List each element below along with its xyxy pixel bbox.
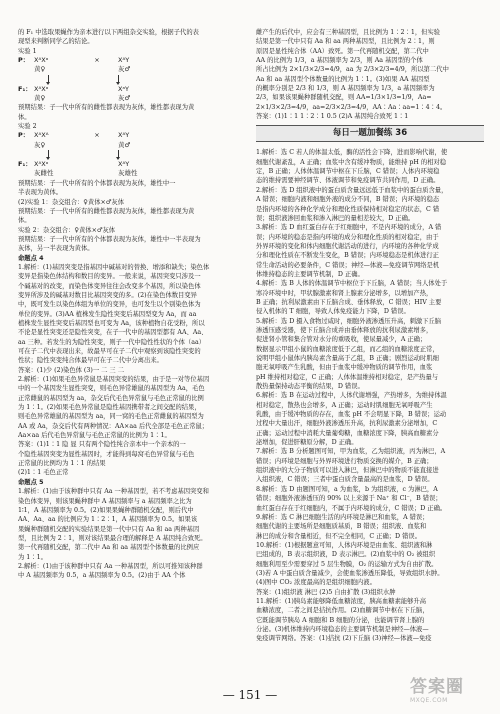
text-line: 细胞利用至少需要穿过 5 层生物膜，O₂ 的运输方式为自由扩散。 [256, 560, 438, 568]
text-line: 免疫调节网络。答案：(1)拮抗 (2)下丘脑 (3)神经—体液—免疫 [256, 635, 432, 643]
text-line: 预期结果：子一代中所有的雌性都表现为灰体，雄性都表现为黄 [18, 207, 195, 215]
text-line: 8.解析：选 D 由题图可知，a 为血浆，b 为组织液，c 为淋巴，A [256, 485, 438, 493]
cross-arrows [18, 150, 246, 160]
text-line: 的 F₁ 中选取果蝇作为亲本进行以下两组杂交实验，根据子代的表 [18, 29, 199, 36]
text-line: 错误；内环境是细胞与外界环境进行物质交换的媒介，B 正确； [256, 457, 433, 465]
text-line: 2/3，如果该果蝇种群随机交配，则 AA=1/3×1/3=1/9，Aa= [256, 94, 432, 102]
left-column [18, 28, 246, 581]
text-line: 正常鼠的比例均为 1∶1 的结果 [18, 460, 106, 468]
text-line: 4.解析：选 B 人体的体温调节中枢位于下丘脑，A 错误；当人体处于 [256, 280, 448, 288]
down-arrow-icon [118, 75, 119, 83]
watermark-logo [410, 672, 492, 706]
cross-line [18, 141, 246, 150]
text-line: 答案：(1)1∶1 隐 显 只有两个隐性纯合亲本中一个亲本的一 [18, 441, 186, 449]
text-line: AA 或 Aa，杂交后代有两种情况：AA×aa 后代全部是毛色正常鼠； [18, 422, 209, 430]
text-line: 11.解析：(1)胰岛素能够降低血糖浓度，胰高血糖素能够升高 [256, 597, 427, 605]
text-line: (2)实验 1：杂交组合：♀黄体×♂灰体 [18, 198, 125, 206]
text-line: 乳酸，由于缓冲物质的存在，血浆 pH 不会明显下降，B 错误；运动 [256, 411, 447, 419]
text-line: 9.解析：选 C 淋巴细胞生活的内环境是淋巴和血浆，A 错误； [256, 513, 429, 521]
section-heading: 命题点 4 [18, 254, 44, 262]
cross-symbol: × [94, 131, 100, 140]
text-line: 为 1∶1。(2)如果毛色异常鼠是隐性基因携带者之间交配的结果， [18, 404, 201, 412]
male-genotype: XᴬY [118, 131, 130, 140]
text-line: 实验 1 [18, 47, 37, 55]
watermark-url: MXQE.COM [410, 697, 448, 704]
text-line: 散热量保持动态平衡的结果，D 错误。 [256, 383, 364, 391]
text-line: 中的一个基因发生显性突变，则毛色异常雄鼠的基因型为 Aa，毛色 [18, 385, 205, 393]
down-arrow-icon [48, 150, 49, 158]
section-banner: 每日一题加餐练 36 [256, 125, 484, 142]
text-line: 促进肾小管和集合管对水分的重吸收，使尿量减少，A 正确； [256, 336, 427, 344]
text-line: 则毛色异常雄鼠的基因型为 aa，同一窝的毛色正常雌鼠的基因型为 [18, 413, 204, 421]
text-line: 正确；运动过程中消耗大量葡萄糖，血糖浓度下降，胰高血糖素分 [256, 429, 439, 437]
male-genotype: XᴬY [118, 56, 130, 65]
text-line: 正常雌鼠的基因型为 aa，杂交后代毛色异常鼠与毛色正常鼠的比例 [18, 394, 204, 402]
text-line: 单位的变异。(3)AA 植株发生隐性突变后基因型变为 Aa，而 aa [18, 310, 197, 318]
down-arrow-icon [48, 75, 49, 83]
female-genotype: XᴬXᵃ [34, 84, 49, 93]
page-number: — 151 — [222, 688, 278, 702]
text-line: 寒冷环境中时，甲状腺激素和肾上腺素分泌增多，以增加产热， [256, 289, 433, 297]
text-line: 侵入机体的 T 细胞，导致人体免疫能力下降，D 错误。 [256, 308, 410, 316]
text-line: 的概率分别是 2/3 和 1/3，则 A 基因频率为 1/3，a 基因频率为 [256, 85, 435, 93]
text-line: (4)图中 CO₂ 浓度最高的是组织细胞内液。 [256, 579, 376, 587]
text-line: 10.解析：(1)根据题意可知，人体内环境是由血浆、组织液和淋 [256, 541, 433, 549]
text-line: 细胞代谢的主要场所是细胞质基质，B 错误；组织液、血浆和 [256, 523, 427, 531]
section-heading: 命题点 5 [18, 478, 44, 486]
text-line: 5.解析：选 D 摄入食物过咸时，细胞外液渗透压升高，刺激下丘脑 [256, 317, 442, 325]
text-line: 预期结果：子一代中所有的个体都表现为灰体，雄性中一 [18, 179, 176, 187]
female-genotype: 灰雌性 [34, 169, 54, 178]
text-line: 答案：(1)组织液 淋巴 (2)5 自由扩散 (3)组织水肿 [256, 588, 396, 596]
text-line: 2.解析：选 D 组织液中的蛋白质含量远远低于血浆中的蛋白质含量， [256, 186, 448, 194]
text-line: A 错误；细胞内液和细胞外液的成分不同，B 错误；内环境的稳态 [256, 196, 440, 204]
text-line: 1.解析：(1)由于该种群中只有 Aa 一种基因型，若不考虑基因突变和 [18, 488, 209, 496]
text-line: 常生命活动的必要条件，C 错误；神经—体液—免疫调节网络是机 [256, 261, 440, 269]
text-line: 定，B 正确；人体体温调节中枢在下丘脑，C 错误；人体内环境稳 [256, 168, 440, 176]
text-line: 变异所涉及的碱基对数目比基因突变的多。(2)在染色体数目变异 [18, 291, 197, 299]
text-line: 1.解析：选 C 若人的体温太低，酶的活性会下降，进而影响代谢，使 [256, 149, 448, 157]
text-line: 态的维持需要神经调节、体液调节和免疫调节共同作用，D 正确。 [256, 177, 440, 185]
text-line: 灰体，另一半表现为黄体。 [18, 245, 94, 253]
text-line: 体维持稳态的主要调节机制，D 正确。 [256, 270, 364, 278]
text-line: 数据显示甲组小鼠的血糖浓度低于乙组，而乙组的血糖浓度正常， [256, 345, 439, 353]
text-line: Aa 和 aa 基因型个体数量的比例为 1∶1。(3)如果 AA 基因型 [256, 75, 430, 83]
text-line: 个隐性基因突变为显性基因时，才能得到每窝毛色异常鼠与毛色 [18, 450, 195, 458]
female-genotype: 黄♀ [34, 65, 46, 74]
text-line: 为 1∶1。 [18, 553, 47, 561]
cross-line [18, 160, 246, 169]
female-genotype: XᴬXᵃ [34, 56, 49, 65]
text-line: pH 维持相对稳定，C 正确；人体体温维持相对稳定，是产热量与 [256, 373, 439, 381]
text-line: 半表现为黄体。 [18, 189, 63, 197]
male-genotype: XᵃY [118, 84, 129, 93]
text-line: 现型来判断同学乙的结论。 [18, 38, 94, 46]
text-line: 2×1/3×2/3=4/9，aa=2/3×2/3=4/9，AA∶Aa∶aa=1∶4∶4。 [256, 103, 447, 111]
text-line: 泌增加，促进肝糖原分解，D 正确。 [256, 439, 358, 447]
text-line: 2.解析：(1)由于该种群中只有 Aa 一种基因型，所以可推知该种群 [18, 562, 203, 570]
text-line: 答案：(1)少 (2)染色体 (3)一 二 三 二 [18, 366, 125, 374]
generation-label: F₁： [18, 84, 32, 93]
text-line: 可在子二代中表现出来，故最早可在子二代中观察到该隐性突变的 [18, 348, 201, 355]
text-line: 预期结果：子一代中所有的个体都表现为灰体，雄性中一半表现为 [18, 235, 201, 243]
cross-line [18, 169, 246, 178]
text-line: 原因是显性纯合体（AA）致死。第一代再随机交配，第二代中 [256, 47, 429, 55]
text-line: 所占比例为 2×1/3×2/3=4/9，aa 为 2/3×2/3=4/9，所以第二代中 [256, 66, 449, 74]
text-line: 血红蛋白存在于红细胞内，不属于内环境的成分，C 错误；D 正确。 [256, 504, 447, 512]
cross-arrows [18, 75, 246, 85]
text-line: B 正确；抗利尿激素由下丘脑合成、垂体释放，C 错误；HIV 主要 [256, 298, 442, 306]
text-line: 它既能调节胰岛 A 细胞和 B 细胞的分泌，也能调节肾上腺的 [256, 616, 425, 624]
cross-line [18, 56, 246, 65]
text-line: 1.解析：(1)基因突变是指基因中碱基对的替换、增添和缺失；染色体 [18, 263, 210, 271]
cross-line [18, 94, 246, 103]
text-line: 个碱基对的改变，而染色体变异往往会改变多个基因，所以染色体 [18, 282, 201, 290]
text-line: AA 的比例为 1/3，a 基因频率为 2/3，则 Aa 基因型的个体 [256, 57, 423, 65]
male-genotype: XᴬY [118, 160, 130, 169]
male-genotype: 灰♂ [118, 94, 131, 103]
cross-symbol: × [94, 56, 100, 65]
text-line: 血糖浓度，二者之间是拮抗作用。(2)血糖调节中枢在下丘脑， [256, 607, 429, 615]
right-column [256, 28, 484, 644]
text-line: 结果是第一代中只有 Aa 和 aa 两种基因型，且比例为 2∶1，则 [256, 38, 435, 46]
text-line: 错误；细胞外液渗透压的 90% 以上来源于 Na⁺ 和 Cl⁻，B 错误； [256, 495, 442, 503]
text-line: 植株发生显性突变后基因型也可变为 Aa，该种植物自花受粉，所以 [18, 319, 205, 327]
text-line: 雌产生的后代中，应会有三种基因型，且比例为 1∶2∶1，但实验 [256, 29, 441, 36]
text-line: AA、Aa、aa 的比例应为 1∶2∶1，A 基因频率为 0.5。如果该 [18, 516, 198, 524]
text-line: 外界环境的变化和体内细胞代谢活动的进行，内环境的各种化学成 [256, 242, 439, 250]
cross-line [18, 131, 246, 140]
female-genotype: 黄♀ [34, 94, 46, 103]
text-line: 误；内环境的稳态是指内环境的成分和理化性质的相对稳定，由于 [256, 233, 439, 241]
text-line: 误；组织液渗回血浆和渗入淋巴的量相差较大，D 正确。 [256, 214, 415, 222]
text-line: 体。 [18, 113, 31, 121]
text-line: 不论是显性突变还是隐性突变，在子一代中的基因型都有 AA、Aa、 [18, 329, 208, 337]
text-line: (2)1∶1 毛色正常 [18, 469, 69, 477]
text-line: 果蝇种群随机交配的实验结果是第一代中只有 Aa 和 aa 两种基因 [18, 525, 200, 533]
text-line: 6.解析：选 B 在运动过程中，人体代谢增强，产热增多，为维持体温 [256, 392, 447, 400]
generation-label: P： [18, 131, 30, 140]
text-line: 分泌。(3)机体维持内环境稳态的主要调节机制是神经—体液— [256, 625, 429, 633]
text-line: 淋巴的成分和含量相近，但不完全相同，C 正确；D 错误。 [256, 532, 421, 540]
text-line: 预期结果：子一代中所有的雌性都表现为灰体，雄性都表现为黄 [18, 104, 195, 112]
text-line: 相对稳定，散热也会增多，A 正确；运动时肌细胞无氧呼吸产生 [256, 401, 433, 409]
text-line: 过程中大量出汗，细胞外液渗透压升高，抗利尿激素分泌增加，C [256, 420, 438, 428]
text-line: 说明甲组小鼠体内胰岛素含量高于乙组，B 正确；剧烈运动时肌细 [256, 355, 439, 362]
text-line: 答案：(1)1∶1 1∶2∶1 0.5 (2)A 基因纯合致死 1∶1 [256, 113, 409, 121]
text-line: 第一代再随机交配，第二代中 Aa 和 aa 基因型个体数量的比例应 [18, 544, 200, 552]
text-line: 染色体变异，则该果蝇种群中 A 基因频率与 a 基因频率之比为 [18, 497, 192, 505]
cross-line [18, 65, 246, 74]
text-line: (3)若 A 中蛋白质含量减少，会使血浆渗透压降低，导致组织水肿。 [256, 569, 444, 577]
male-genotype: 灰♂ [118, 65, 131, 74]
text-line: 实验 2 [18, 123, 37, 131]
text-line: 分和理化性质在不断发生变化，B 错误；内环境稳态是机体进行正 [256, 252, 439, 260]
text-line: 是指内环境的各种化学成分和理化性质保持相对稳定的状态，C 错 [256, 205, 440, 213]
female-genotype: XᴬXᴬ [34, 131, 49, 140]
female-genotype: 灰♀ [34, 140, 46, 149]
text-line: 型，且比例为 2∶1，则对该结果最合理的解释是 A 基因纯合致死。 [18, 534, 207, 542]
generation-label: F₁： [18, 160, 32, 169]
cross-line [18, 85, 246, 94]
text-line: 胞无氧呼吸产生乳酸，但由于血浆中缓冲物质的调节作用，血浆 [256, 364, 433, 372]
text-line: 巴组成的，B 表示组织液，D 表示淋巴。(2)血浆中的 O₂ 被组织 [256, 551, 436, 559]
text-line: 体。 [18, 217, 31, 225]
text-line: 变异是指染色体结构和数目的变异。一般来说，基因突变只涉及一 [18, 273, 201, 281]
male-genotype: 黄♂ [118, 140, 131, 149]
text-line: 实验 2：杂交组合：♀黄体×♂灰体 [18, 226, 116, 234]
text-line: 3.解析：选 D 血红蛋白存在于红细胞中，不是内环境的成分，A 错 [256, 224, 442, 232]
text-line: Aa×aa 后代毛色异常鼠与毛色正常鼠的比例为 1∶1。 [18, 432, 171, 440]
female-genotype: XᴬXᵃ [34, 160, 49, 169]
text-line: 入组织液，C 错误；三者中蛋白质含量最高的是血浆，D 错误。 [256, 476, 434, 484]
watermark-title: 答案圈 [410, 677, 464, 697]
text-line: 2.解析：(1)如果毛色异常鼠是基因突变的结果，由于是一对等位基因 [18, 376, 210, 384]
male-genotype: 灰雄性 [118, 169, 138, 178]
text-line: 性状；隐性突变纯合体最早可在子二代中分离出来。 [18, 357, 163, 365]
text-line: 中 A 基因频率为 0.5，a 基因频率为 0.5。(2)由于 AA 个体 [18, 572, 186, 580]
text-line: 细胞代谢紊乱，A 正确；血浆中含有缓冲物质，能维持 pH 的相对稳 [256, 158, 447, 166]
down-arrow-icon [118, 150, 119, 158]
text-line: 7.解析：选 B 分析题图可知，甲为血浆，乙为组织液，丙为淋巴，A [256, 448, 446, 456]
generation-label: P： [18, 56, 30, 65]
text-line: 渗透压感受器，使下丘脑合成并由垂体释放的抗利尿激素增多， [256, 326, 433, 334]
text-line: 组织液中的大分子物质可以进入淋巴，但淋巴中的物质不能直接进 [256, 467, 439, 475]
text-line: 中，既可发生以染色体组为单位的变异，也可发生以个别染色体为 [18, 301, 201, 309]
text-line: aa 三种。若发生的为隐性突变，则子一代中隐性性状的个体（aa） [18, 338, 206, 346]
text-line: 1∶1，A 基因频率为 0.5。(2)如果果蝇种群随机交配，则后代中 [18, 506, 194, 514]
